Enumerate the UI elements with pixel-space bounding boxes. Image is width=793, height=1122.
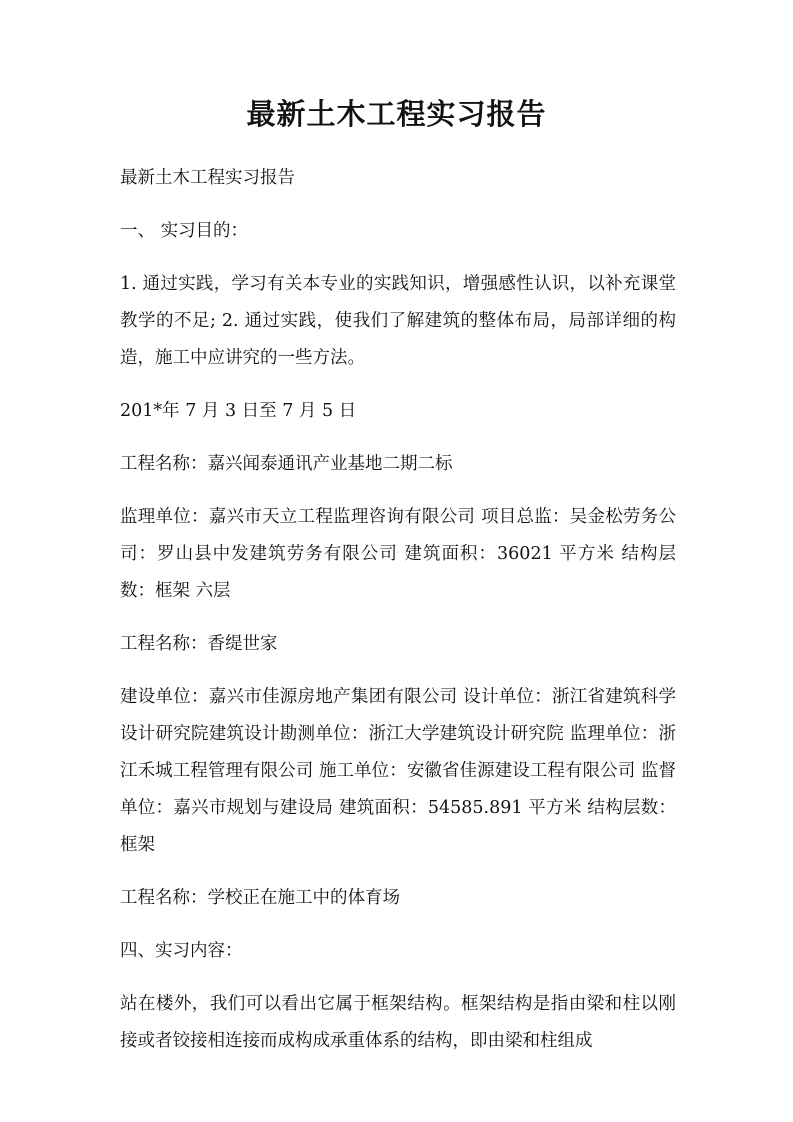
project-name-1: 工程名称：嘉兴闻泰通讯产业基地二期二标	[120, 454, 453, 474]
document-body	[120, 160, 676, 1076]
purpose-paragraph: 1. 通过实践，学习有关本专业的实践知识，增强感性认识，以补充课堂教学的不足; 2. 通过实践，使我们了解建筑的整体布局，局部详细的构造，施工中应讲究的一些方法。	[120, 274, 676, 368]
section-heading-purpose: 一、 实习目的：	[120, 221, 249, 241]
project-name-2: 工程名称：香缇世家	[120, 634, 278, 654]
content-paragraph: 站在楼外，我们可以看出它属于框架结构。框架结构是指由梁和柱以刚接或者铰接相连接而成构成承重体系的结构，即由梁和柱组成	[120, 994, 676, 1051]
date-paragraph: 201*年 7 月 3 日至 7 月 5 日	[120, 401, 357, 421]
document-title: 最新土木工程实习报告	[246, 97, 547, 131]
project-details-2: 建设单位：嘉兴市佳源房地产集团有限公司 设计单位：浙江省建筑科学设计研究院建筑设计勘测单位：浙江大学建筑设计研究院 监理单位：浙江禾城工程管理有限公司 施工单位：安徽省佳源建设工程有限公司 监督单位：嘉兴市规划与建设局 建筑面积：54585.891 平方米 结构层数：框架	[120, 687, 676, 855]
section-heading-content: 四、实习内容：	[120, 941, 243, 961]
project-details-1: 监理单位：嘉兴市天立工程监理咨询有限公司 项目总监：吴金松劳务公司：罗山县中发建筑劳务有限公司 建筑面积：36021 平方米 结构层数：框架 六层	[120, 507, 676, 601]
subtitle-paragraph: 最新土木工程实习报告	[120, 168, 295, 188]
project-name-3: 工程名称：学校正在施工中的体育场	[120, 888, 400, 908]
